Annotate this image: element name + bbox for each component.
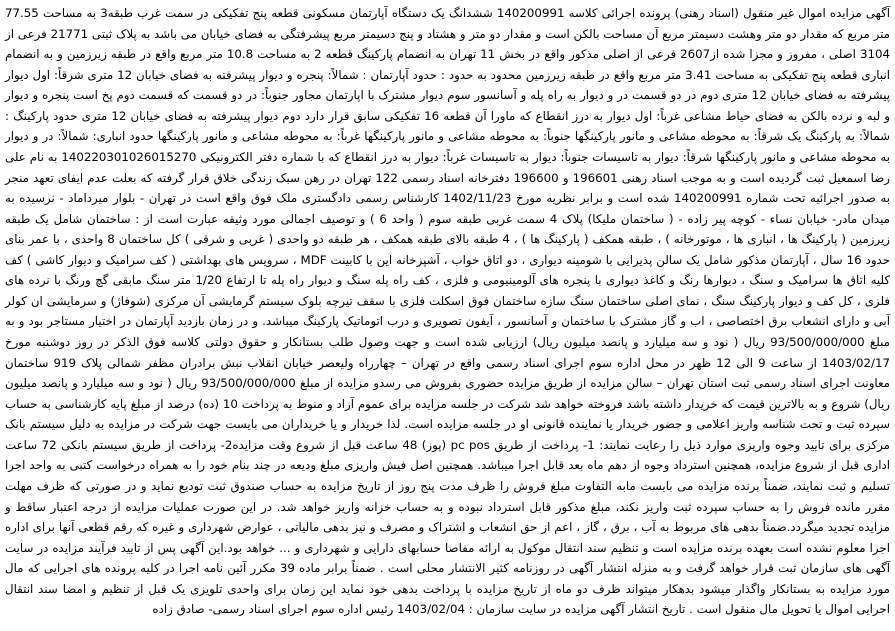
- auction-notice-text: آگهی مزایده اموال غیر منقول (اسناد رهنی) پرونده اجرائی کلاسه 140200991 ششدانگ یک دستگاه آپارتمان مسکونی قطعه پنج تفکیکی در سمت غرب طبقه3 به مساحت 77.55 متر مربع که مقدار دو متر وهشت دسیمتر مربع آن مساحت بالکن است و مقدار دو متر و هشتاد و پنج دسیمتر مربع پیشرفتگی به فضای خیابان می باشد به پلاک ثبتی 21771 فرعی از 3104 اصلی ، مفروز و مجزا شده از2607 فرعی از اصلی مذکور واقع در بخش 11 تهران به انضمام پارکینگ قطعه 2 به مساحت 10.8 متر مربع واقع در طبقه زیرزمین و به انضمام انباری قطعه پنج تفکیکی به مساحت 3.41 متر مربع واقع در طبقه زیرزمین محدود به حدود : حدود آپارتمان : شمالاً: پنجره و دیوار پیشرفته به فضای خیابان 12 متری شرقاً: اول دیوار پیشرفته به فضای خیابان 12 متری دوم در دو قسمت در و دیوار به راه پله و آسانسور سوم دیوار مشترک با اپارتمان مجاور جنوباً: در دو قسمت که قسمت دوم پخ است پنجره و دیوار و لبه و نرده بالکن به فضای حیاط مشاعی غرباً: اول دیوار به درز انقطاع که ماورا آن قطعه 16 تفکیکی سابق قرار دارد دوم دیوار پیشرفته به فضای خیابان 12 متری حدود پارکینگ : شمالاً: به پارکینگ یک شرقاً: به محوطه مشاعی و مانور پارکینگها جنوباً: به محوطه مشاعی و مانور پارکینگها غرباً: به محوطه مشاعی و مانور پارکینگها حدود انباری: شمالاً: در و دیوار به محوطه مشاعی و مانور پارکینگها شرقاً: دیوار به تاسیسات جنوباً: دیوار به تاسیسات غرباً: دیوار به درز انقطاع که با شماره دفتر الکترونیکی 140220301026015270 به نام علی رضا اسمعیل ثبت گردیده است و به موجب اسناد رهنی 196601 و 196600 دفترخانه اسناد رسمی 122 تهران در رهن سبک زندگی خلاق قرار گرفته که بعلت عدم ایفای تعهد منجر به صدور اجرائیه تحت شماره 140200991 شده است و برابر نظریه مورخ 1402/11/23 کارشناس رسمی دادگستری ملک فوق واقع است در تهران - بلوار میرداماد - نرسیده به میدان مادر- خیابان نساء - کوچه پیر زاده - ( ساختمان ملیکا) پلاک 4 سمت غربی طبقه سوم ( واحد 6 ) و توصیف اجمالی مورد وثیقه عبارت است از : ساختمان شامل یک طبقه زیرزمین ( پارکینگ ها ، انباری ها ، موتورخانه ) ، طبقه همکف ( پارکینگ ها ) ، 4 طبقه بالای طبقه همکف ، هر طبقه دو واحدی ( غربی و شرقی ) کل ساختمان 8 واحدی ، با عمر بنای حدود 16 سال ، آپارتمان مذکور شامل یک سالن پذیرایی با شومینه دیواری ، دو اتاق خواب ، آشپزخانه این با کابینت MDF ، سرویس های بهداشتی ( کف سرامیک و دیوار کاشی ) کف کلیه اتاق ها سرامیک و سنگ ، دیوارها رنگ و کاغذ دیواری با پنجره های آلومینیومی و فلزی ، کف راه پله سنگ و دیوار راه پله تا ارتفاع 1/20 متر سنگ مابقی گچ ورنگ با نرده های فلزی ، کل کف و دیوار پارکینگ سنگ ، نمای اصلی ساختمان سنگ سازه ساختمان فوق اسکلت فلزی با سقف تیرچه بلوک سیستم گرمایشی آن مرکزی (شوفاژ) و سرمایشی ان کولر آبی و دارای انشعاب برق اختصاصی ، اب و گاز مشترک با ساختمان و آسانسور ، آیفون تصویری و درب اتوماتیک پارکینگ میباشد. و در زمان بازدید آپارتمان در اختیار مستاجر بود و به مبلغ 93/500/000/000 ریال ( نود و سه میلیارد و پانصد میلیون ریال) ارزیابی شده است و جهت وصول طلب بستانکار و حقوق دولتی کلاسه فوق الذکر در روز دوشنبه مورخ 1403/02/17 از ساعت 9 الی 12 ظهر در محل اداره سوم اجرای اسناد رسمی واقع در تهران – چهارراه ولیعصر خیابان انقلاب نبش برادران مظفر شمالی پلاک 919 ساختمان معاونت اجرای اسناد رسمی ثبت استان تهران – سالن مزایده از طریق مزایده حضوری بفروش می رسدو مزایده از مبلغ 93/500/000/000 ریال ( نود و سه میلیارد و پانصد میلیون ریال) شروع و به بالاترین قیمت که خریدار داشته باشد فروخته خواهد شد شرکت در جلسه مزایده برای عموم آزاد و منوط به پرداخت 10 (ده) درصد از مبلغ پایه کارشناسی به حساب سپرده ثبت و تحت شناسه واریز اعلامی و حضور خریدار یا نماینده قانونی او در جلسه مزایده است. لذا خریدار و یا خریداران می بایست جهت شرکت در مزایده به دلیل سیستم بانک مرکزی برای تایید وجوه واریزی موارد ذیل را رعایت نمایند: 1- پرداخت از طریق pc pos (پوز) 48 ساعت قبل از شروع وقت مزایده2- پرداخت از طریق سیستم بانکی 72 ساعت اداری قبل از شروع مزایده، همچنین استرداد وجوه از دهم ماه بعد قابل اجرا میباشد. همچنین اصل فیش واریزی مبلغ ودیعه در چند بنام خود را به همراه درخواست کتبی به واحد اجرا تسلیم و ثبت نمایند، ضمناً برنده مزایده می بایست مابه التفاوت مبلغ فروش را ظرف مدت پنج روز از تاریخ مزایده به حساب صندوق ثبت تودیع نماید و در صورتی که ظرف مهلت مقرر مانده فروش را به حساب سپرده ثبت واریز نکند، مبلغ مذکور قابل استرداد نبوده و به حساب خزانه واریز خواهد شد. در این صورت عملیات مزایده از درجه اعتبار ساقط و مزایده تجدید میگردد.ضمناً بدهی های مربوط به آب ، برق ، گاز ، اعم از حق انشعاب و اشتراک و مصرف و نیز بدهی مالیاتی ، عوارض شهرداری و غیره که رقم قطعی آنها برای اداره اجرا معلوم نشده است بعهده برنده مزایده است و تنظیم سند انتقال موکول به ارائه مفاصا حسابهای دارایی و شهرداری و ... خواهد بود.این آگهی پس از تایید فرآیند مزایده در سایت آگهی های سازمان ثبت قرار خواهد گرفت و به منزله انتشار آگهی در روزنامه کثیر الانتشار محلی است . ضمناً برابر ماده 39 مکرر آئین نامه اجرا در کلیه پرونده های اجرایی که مال مورد مزایده به بستانکار واگذار میشود بدهکار میتواند ظرف دو ماه از تاریخ مزایده با پرداخت بدهی خود نماید این زمان برای واحدی تلویزی یک قبل از تنظیم و امضا سند انتقال اجرایی اموال یا تحویل مال منقول است . تاریخ انتشار آگهی مزایده در سایت سازمان : 1403/02/04 رئیس اداره سوم اجرای اسناد رسمی- صادق زاده: [5, 6, 891, 617]
